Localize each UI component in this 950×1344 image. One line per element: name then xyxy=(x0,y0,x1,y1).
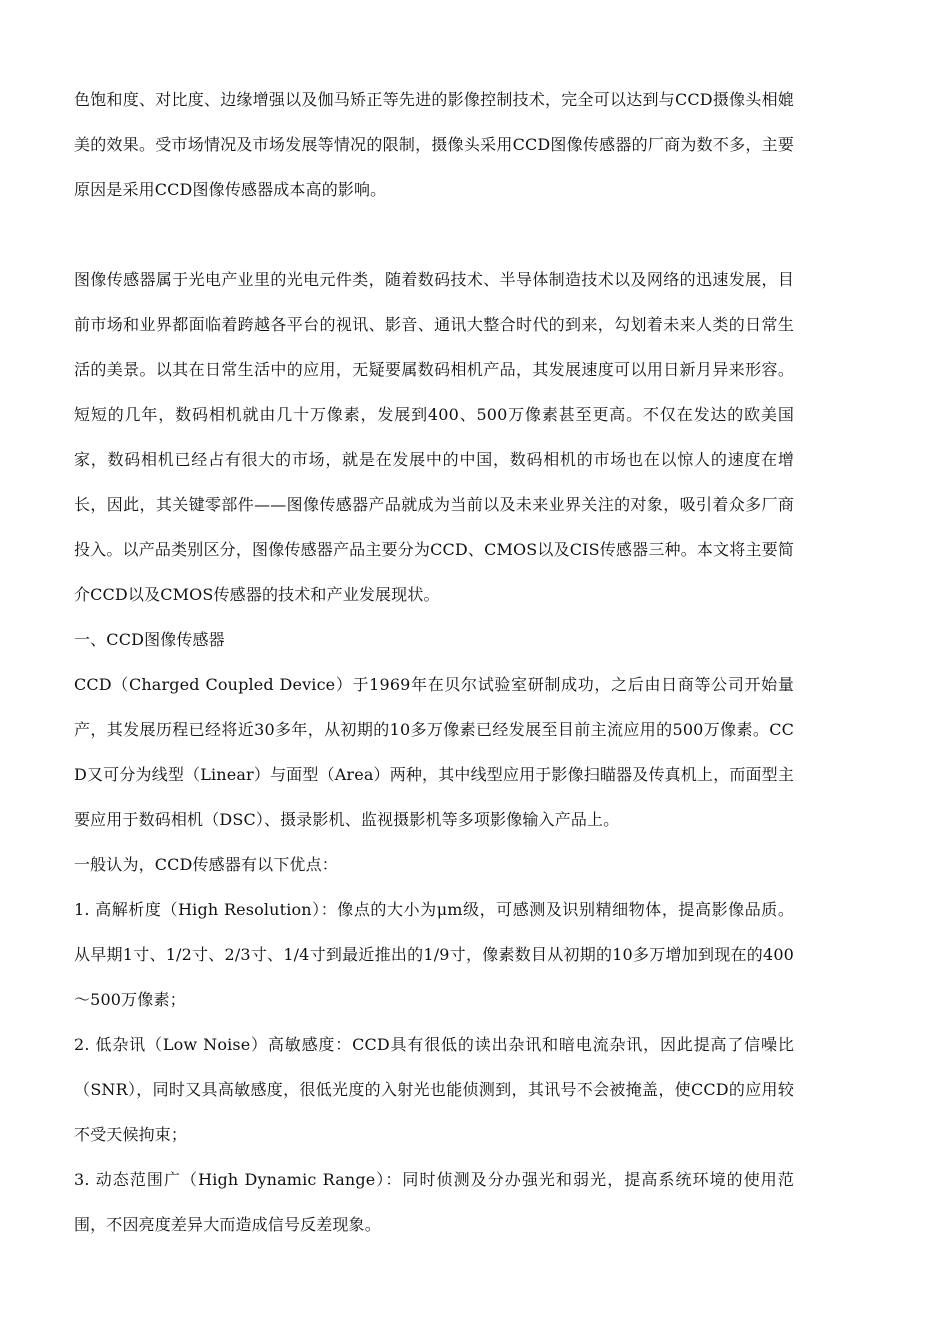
paragraph-gap xyxy=(74,212,794,257)
section-heading-ccd: 一、CCD图像传感器 xyxy=(74,630,225,649)
document-body xyxy=(74,77,794,1247)
list-item-high-resolution: 1. 高解析度（High Resolution）：像点的大小为μm级，可感测及识别精细物体，提高影像品质。从早期1寸、1/2寸、2/3寸、1/4寸到最近推出的1/9寸，像素数目从初期的10多万增加到现在的400～500万像素； xyxy=(74,900,794,1009)
paragraph-image-sensor-overview: 图像传感器属于光电产业里的光电元件类，随着数码技术、半导体制造技术以及网络的迅速发展，目前市场和业界都面临着跨越各平台的视讯、影音、通讯大整合时代的到来，勾划着未来人类的日常生活的美景。以其在日常生活中的应用，无疑要属数码相机产品，其发展速度可以用日新月异来形容。短短的几年，数码相机就由几十万像素，发展到400、500万像素甚至更高。不仅在发达的欧美国家，数码相机已经占有很大的市场，就是在发展中的中国，数码相机的市场也在以惊人的速度在增长，因此，其关键零部件——图像传感器产品就成为当前以及未来业界关注的对象，吸引着众多厂商投入。以产品类别区分，图像传感器产品主要分为CCD、CMOS以及CIS传感器三种。本文将主要简介CCD以及CMOS传感器的技术和产业发展现状。 xyxy=(74,270,794,604)
paragraph-ccd-advantages-intro: 一般认为，CCD传感器有以下优点： xyxy=(74,855,338,874)
paragraph-intro-continuation: 色饱和度、对比度、边缘增强以及伽马矫正等先进的影像控制技术，完全可以达到与CCD摄像头相媲美的效果。受市场情况及市场发展等情况的限制，摄像头采用CCD图像传感器的厂商为数不多，主要原因是采用CCD图像传感器成本高的影响。 xyxy=(74,90,794,199)
list-item-low-noise: 2. 低杂讯（Low Noise）高敏感度：CCD具有很低的读出杂讯和暗电流杂讯，因此提高了信噪比（SNR），同时又具高敏感度，很低光度的入射光也能侦测到，其讯号不会被掩盖，使CCD的应用较不受天候拘束； xyxy=(74,1035,794,1144)
list-item-high-dynamic-range: 3. 动态范围广（High Dynamic Range）：同时侦测及分办强光和弱光，提高系统环境的使用范围，不因亮度差异大而造成信号反差现象。 xyxy=(74,1170,794,1234)
paragraph-ccd-history: CCD（Charged Coupled Device）于1969年在贝尔试验室研制成功，之后由日商等公司开始量产，其发展历程已经将近30多年，从初期的10多万像素已经发展至目前主流应用的500万像素。CCD又可分为线型（Linear）与面型（Area）两种，其中线型应用于影像扫瞄器及传真机上，而面型主要应用于数码相机（DSC）、摄录影机、监视摄影机等多项影像输入产品上。 xyxy=(74,675,794,829)
